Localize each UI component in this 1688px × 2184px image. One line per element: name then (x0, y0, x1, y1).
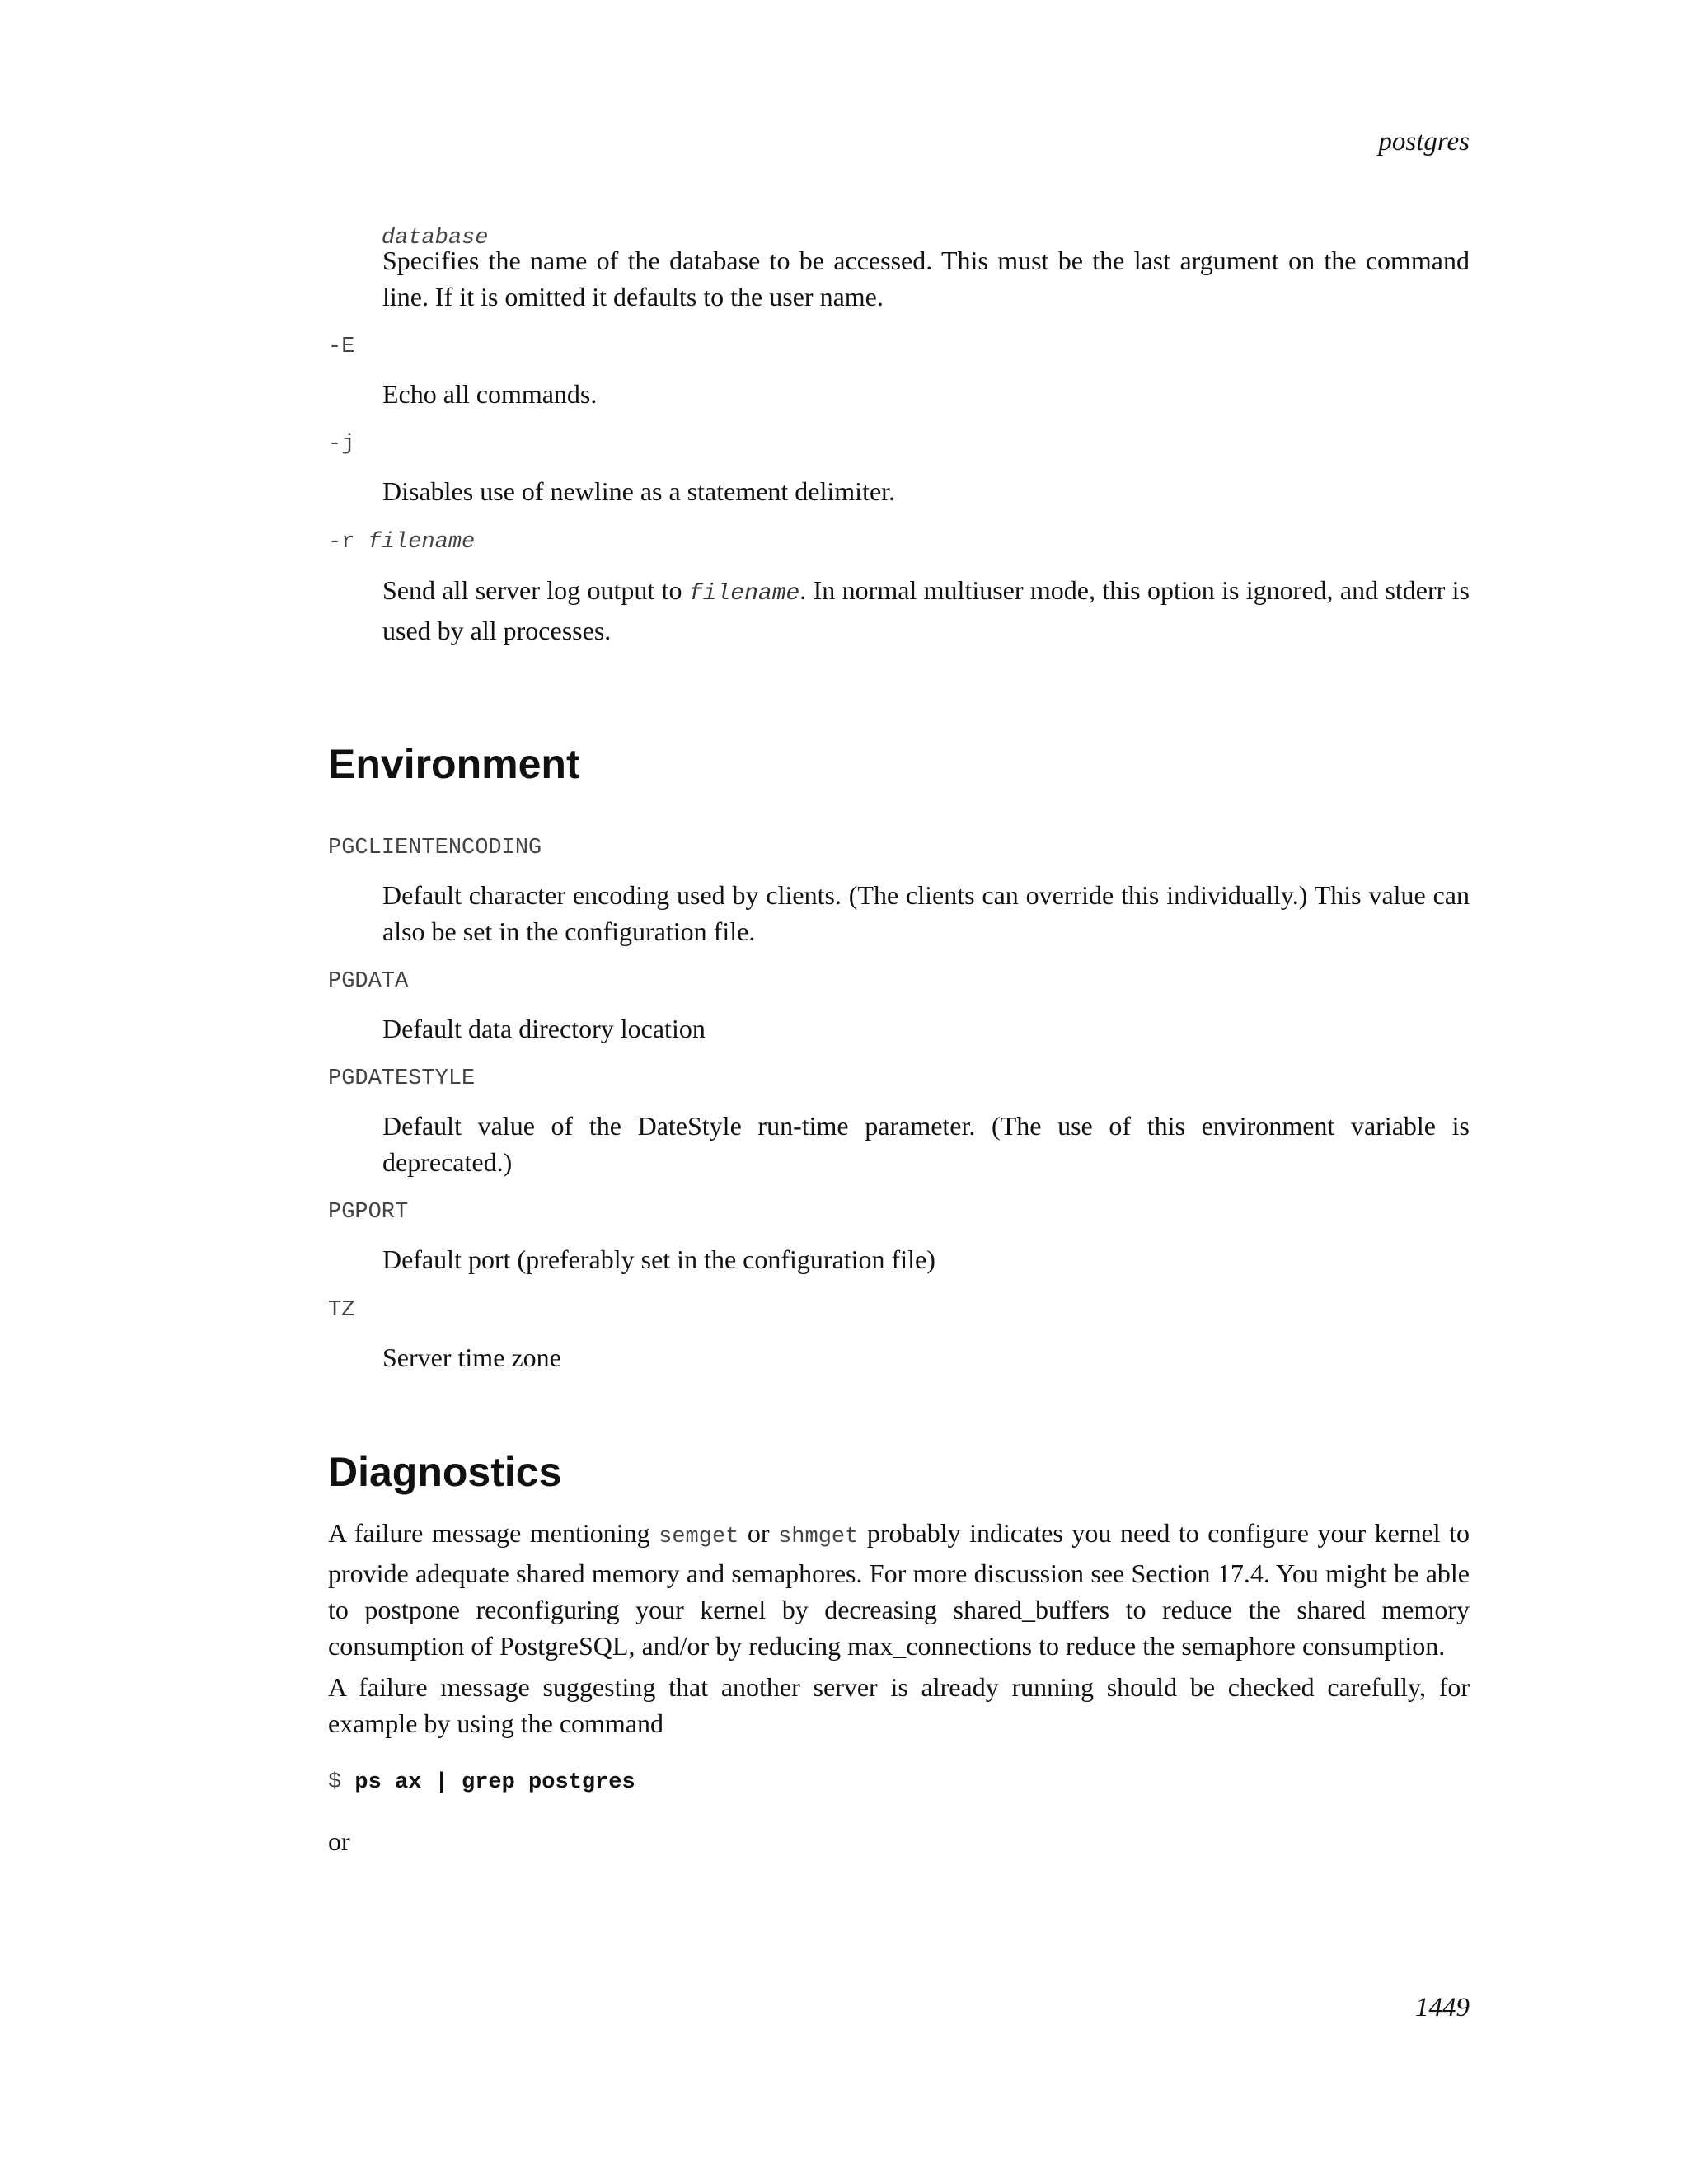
definition-text-post: . In normal multiuser mode, this option is ignored, and stderr is used by all processes. (382, 575, 1470, 645)
shell-prompt: $ (328, 1770, 355, 1795)
env-term-pgclientencoding: PGCLIENTENCODING (328, 836, 542, 860)
option-definition-database: Specifies the name of the database to be accessed. This must be the last argument on the command line. If it is omitted it defaults to the user name. (382, 246, 1470, 312)
option-term-r (328, 530, 475, 555)
diagnostics-trailing-text: or (328, 1826, 350, 1856)
env-definition-pgport: Default port (preferably set in the configuration file) (382, 1244, 935, 1274)
env-definition-pgdata: Default data directory location (382, 1014, 706, 1043)
inline-code-semget: semget (659, 1525, 739, 1549)
option-term-text: database (381, 226, 489, 251)
option-definition-E: Echo all commands. (382, 379, 598, 409)
env-definition-pgclientencoding: Default character encoding used by clients. (The clients can override this individually.) This value can also be set in the configuration file. (382, 880, 1470, 946)
env-term-pgdata: PGDATA (328, 969, 409, 994)
definition-text-pre: Send all server log output to (382, 575, 689, 605)
option-term-j: -j (328, 432, 355, 457)
env-term-pgdatestyle: PGDATESTYLE (328, 1066, 476, 1091)
inline-code-shmget: shmget (778, 1525, 859, 1549)
option-definition-j: Disables use of newline as a statement delimiter. (382, 476, 896, 506)
env-term-pgport: PGPORT (328, 1200, 409, 1225)
env-definition-tz: Server time zone (382, 1343, 561, 1372)
section-heading-environment: Environment (328, 741, 580, 787)
shell-command: ps ax | grep postgres (354, 1770, 635, 1795)
option-definition-r (382, 572, 1470, 649)
env-term-tz: TZ (328, 1298, 355, 1323)
diagnostics-paragraph-2: A failure message suggesting that another server is already running should be checked carefully, for example by using the command (328, 1672, 1470, 1738)
command-example (328, 1770, 635, 1795)
running-header: postgres (1378, 127, 1470, 157)
option-flag: -r (328, 530, 355, 555)
para-text: probably indicates you need to configure your kernel to provide adequate shared memory and semaphores. For more discussion see Section 17.4. You might be able to postpone reconfiguring your kernel by decreasing shared_buffers to reduce the shared memory consumption of PostgreSQL, and/or by reducing max_connections to reduce the semaphore consumption. (328, 1518, 1470, 1661)
page-number: 1449 (1415, 1993, 1470, 2022)
definition-code-filename: filename (688, 581, 800, 607)
env-definition-pgdatestyle: Default value of the DateStyle run-time parameter. (The use of this environment variable is deprecated.) (382, 1111, 1470, 1177)
document-page (328, 0, 1470, 2184)
section-heading-diagnostics: Diagnostics (328, 1449, 562, 1495)
option-var: filename (368, 530, 476, 555)
para-text: or (738, 1518, 779, 1548)
para-text: A failure message mentioning (328, 1518, 659, 1548)
diagnostics-paragraph-1 (328, 1515, 1470, 1664)
option-term-E: -E (328, 335, 355, 359)
